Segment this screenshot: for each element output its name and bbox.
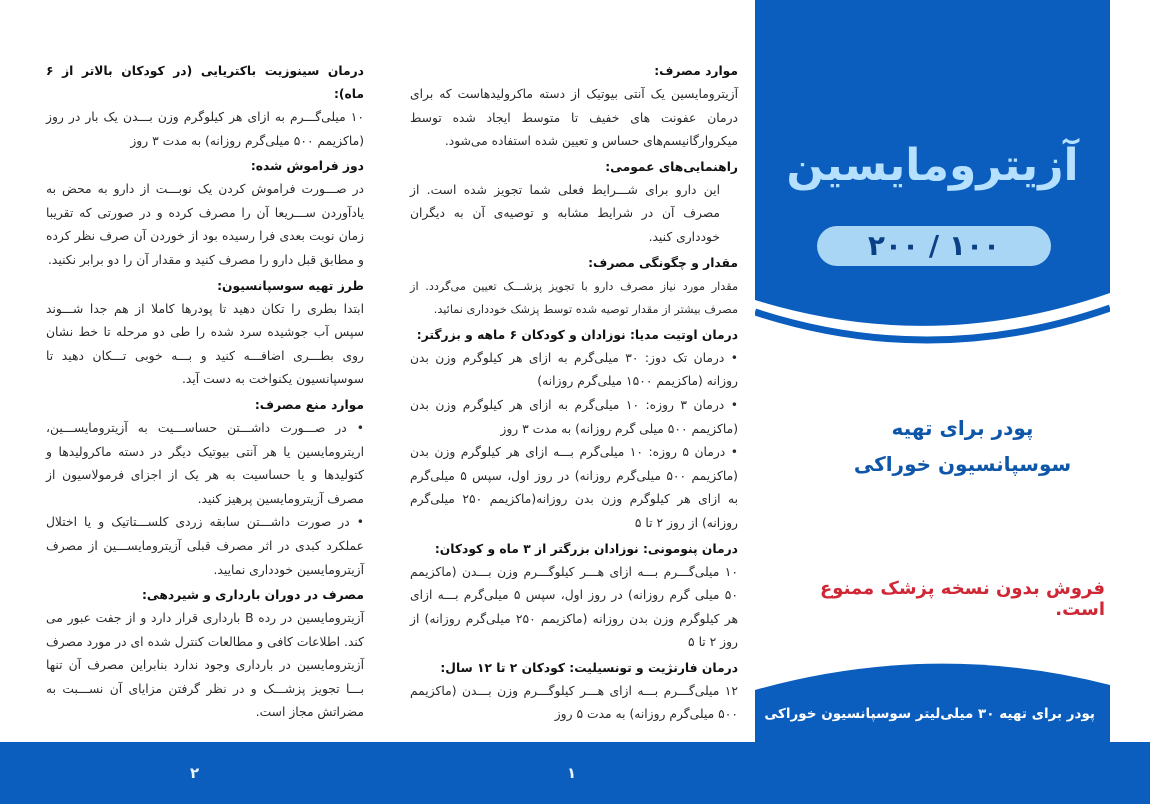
- cover-panel: [755, 0, 1110, 804]
- prescription-warning: فروش بدون نسخه پزشک ممنوع است.: [820, 578, 1105, 620]
- missed-dose-text: در صـــورت فراموش کردن یک نوبـــت از دارو به محض به یادآوردن ســـریعا آن را مصرف کرده و در صورتی که تقریبا زمان نوبت بعدی فرا رسیده بود از خوردن آن صرف نظر کرده و مطابق قبل دارو را مصرف کنید و مقدار آن را دو برابر نکنید.: [46, 182, 364, 267]
- page1-column: [410, 58, 738, 727]
- dosage-heading: مقدار و چگونگی مصرف:: [588, 255, 738, 270]
- pregnancy-text: آزیترومایسین در رده B بارداری قرار دارد و از جفت عبور می کند. اطلاعات کافی و مطالعات کنترل شده ای در مورد مصرف آزیترومایسین در بارداری وجود ندارد بنابراین مصرف آن تنها بـــا تجویز پزشـــک و در نظر گرفتن مزایای آن نســـبت به مضراتش مجاز است.: [46, 611, 364, 720]
- otitis-item: • درمان تک دوز: ۳۰ میلی‌گرم به ازای هر کیلوگرم وزن بدن روزانه (ماکزیمم ۱۵۰۰ میلی‌گرم روزانه): [410, 347, 738, 394]
- dosage-text: مقدار مورد نیاز مصرف دارو با تجویز پزشـــک تعیین می‌گردد. از مصرف بیشتر از مقدار توصیه شده توسط پزشک خودداری نمائید.: [410, 279, 738, 317]
- contraindications-heading: موارد منع مصرف:: [254, 397, 364, 412]
- contraindication-item: • در صـــورت داشـــتن حساســـیت به آزیترومایســـین، اریترومایسین یا هر آنتی بیوتیک دیگر در دسته ماکرولیدها و کتولیدها و یا حساسیت به هر یک از اجزای فرمولاسیون از مصرف آزیترومایسین پرهیز کنید.: [46, 417, 364, 511]
- preparation-text: ابتدا بطری را تکان دهید تا پودرها کاملا از هم جدا شـــوند سپس آب جوشیده سرد شده را طی دو مرحله تا خط نشان روی بطـــری اضافـــه کنید و بـــه خوبی تـــکان دهید تا سوسپانسیون یکنواخت به دست آید.: [46, 301, 364, 387]
- pneumonia-text: ۱۰ میلی‌گـــرم بـــه ازای هـــر کیلوگـــرم وزن بـــدن (ماکزیمم ۵۰ میلی گرم روزانه) در روز اول، سپس ۵ میلی‌گرم بـــه ازای هر کیلوگرم وزن بدن روزانه (ماکزیمم ۲۵۰ میلی‌گرم روزانه) از روز ۲ تا ۵: [410, 564, 739, 650]
- indications-heading: موارد مصرف:: [654, 64, 738, 78]
- product-subtitle: پودر برای تهیه سوسپانسیون خوراکی: [853, 416, 1072, 476]
- indications-text: آزیترومایسین یک آنتی بیوتیک از دسته ماکرولیدهاست که برای درمان عفونت های خفیف تا متوسط ایجاد شده توسط میکروارگانیسم‌های حساس و تعیین شده استفاده می‌شود.: [410, 87, 738, 149]
- general-guidance-heading: راهنمایی‌های عمومی:: [605, 159, 738, 174]
- product-title: آزیترومایسین: [786, 140, 1079, 191]
- page2-column: [46, 58, 364, 725]
- general-guidance-text: این دارو برای شـــرایط فعلی شما تجویز شده است. از مصرف آن در شرایط مشابه و توصیه‌ی آن به دیگران خودداری کنید.: [410, 182, 720, 244]
- pharyngitis-heading: درمان فارنژیت و تونسیلیت: کودکان ۲ تا ۱۲ سال:: [440, 660, 738, 675]
- sinusitis-heading: درمان سینوزیت باکتریایی (در کودکان بالاتر از ۶ ماه):: [46, 64, 364, 101]
- sinusitis-text: ۱۰ میلی‌گـــرم به ازای هر کیلوگرم وزن بـــدن یک بار در روز (ماکزیمم ۵۰۰ میلی‌گرم روزانه) به مدت ۳ روز: [46, 110, 364, 148]
- cover-background-shapes: [755, 0, 1110, 804]
- contraindication-item: • در صورت داشـــتن سابقه زردی کلســـتاتیک و یا اختلال عملکرد کبدی در اثر مصرف قبلی آزیترومایســـین از مصرف آزیترومایسین خودداری نمایید.: [46, 511, 364, 582]
- package-volume-text: پودر برای تهیه ۳۰ میلی‌لیتر سوسپانسیون خوراکی: [764, 706, 1095, 722]
- pregnancy-heading: مصرف در دوران بارداری و شیردهی:: [142, 588, 364, 603]
- otitis-heading: درمان اوتیت مدیا: نوزادان و کودکان ۶ ماهه و بزرگتر:: [416, 327, 738, 342]
- cover-bottom-blue: [755, 664, 1110, 742]
- missed-dose-heading: دوز فراموش شده:: [250, 159, 364, 174]
- dose-badge: ۱۰۰ / ۲۰۰: [817, 226, 1051, 266]
- preparation-heading: طرز تهیه سوسپانسیون:: [217, 278, 364, 293]
- pneumonia-heading: درمان پنومونی: نوزادان بزرگتر از ۳ ماه و کودکان:: [434, 541, 738, 556]
- page-number-1: ۱: [567, 764, 577, 782]
- otitis-item: • درمان ۳ روزه: ۱۰ میلی‌گرم به ازای هر کیلوگرم وزن بدن (ماکزیمم ۵۰۰ میلی گرم روزانه) به مدت ۳ روز: [410, 394, 738, 441]
- pharyngitis-text: ۱۲ میلی‌گـــرم بـــه ازای هـــر کیلوگـــرم وزن بـــدن (ماکزیمم ۵۰۰ میلی‌گرم روزانه) به مدت ۵ روز: [410, 683, 738, 722]
- otitis-item: • درمان ۵ روزه: ۱۰ میلی‌گرم بـــه ازای هر کیلوگرم وزن بدن (ماکزیمم ۵۰۰ میلی‌گرم روزانه) در روز اول، سپس ۵ میلی‌گرم به ازای هر کیلوگرم وزن بدن روزانه(ماکزیمم ۲۵۰ میلی‌گرم روزانه) از روز ۲ تا ۵: [410, 441, 738, 535]
- page-number-2: ۲: [190, 764, 200, 782]
